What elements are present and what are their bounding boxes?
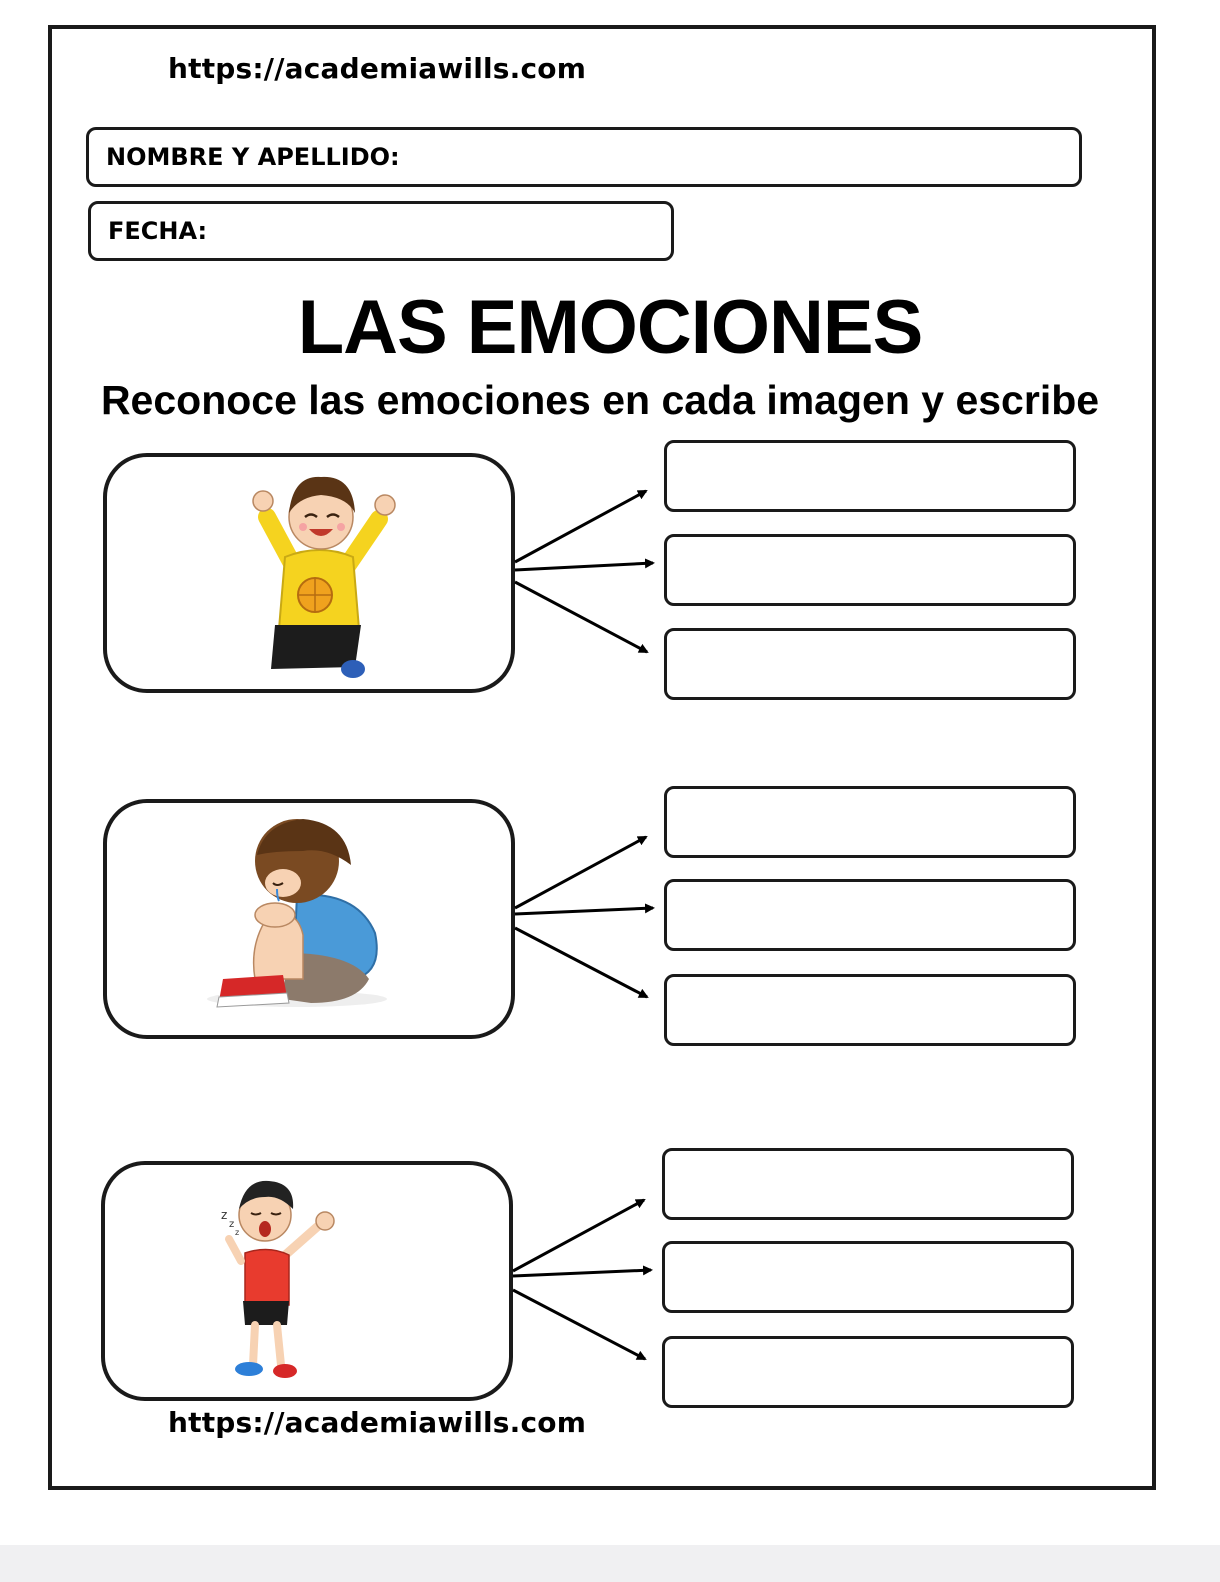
answer-box-3-3[interactable]: [662, 1336, 1074, 1408]
svg-text:z: z: [221, 1208, 228, 1222]
svg-text:z: z: [229, 1219, 235, 1230]
arrow-1b: [515, 563, 653, 570]
svg-text:z: z: [235, 1228, 240, 1237]
arrow-2a: [515, 837, 646, 908]
name-label: NOMBRE Y APELLIDO:: [106, 143, 400, 171]
arrow-1a: [515, 491, 646, 562]
answer-box-2-1[interactable]: [664, 786, 1076, 858]
arrow-3c: [513, 1290, 645, 1359]
arrow-3a: [513, 1200, 644, 1271]
answer-box-1-1[interactable]: [664, 440, 1076, 512]
answer-box-1-2[interactable]: [664, 534, 1076, 606]
answer-box-2-2[interactable]: [664, 879, 1076, 951]
arrow-1c: [515, 582, 647, 652]
page-title: LAS EMOCIONES: [297, 285, 923, 370]
instruction-text: Reconoce las emociones en cada imagen y escribe: [100, 377, 1100, 423]
footer-url[interactable]: https://academiawills.com: [168, 1406, 587, 1439]
answer-box-1-3[interactable]: [664, 628, 1076, 700]
answer-box-3-1[interactable]: [662, 1148, 1074, 1220]
date-label: FECHA:: [108, 217, 208, 245]
answer-box-2-3[interactable]: [664, 974, 1076, 1046]
arrow-2c: [515, 928, 647, 997]
arrow-3b: [513, 1270, 651, 1276]
arrow-2b: [515, 908, 653, 914]
answer-box-3-2[interactable]: [662, 1241, 1074, 1313]
header-url[interactable]: https://academiawills.com: [168, 52, 587, 85]
